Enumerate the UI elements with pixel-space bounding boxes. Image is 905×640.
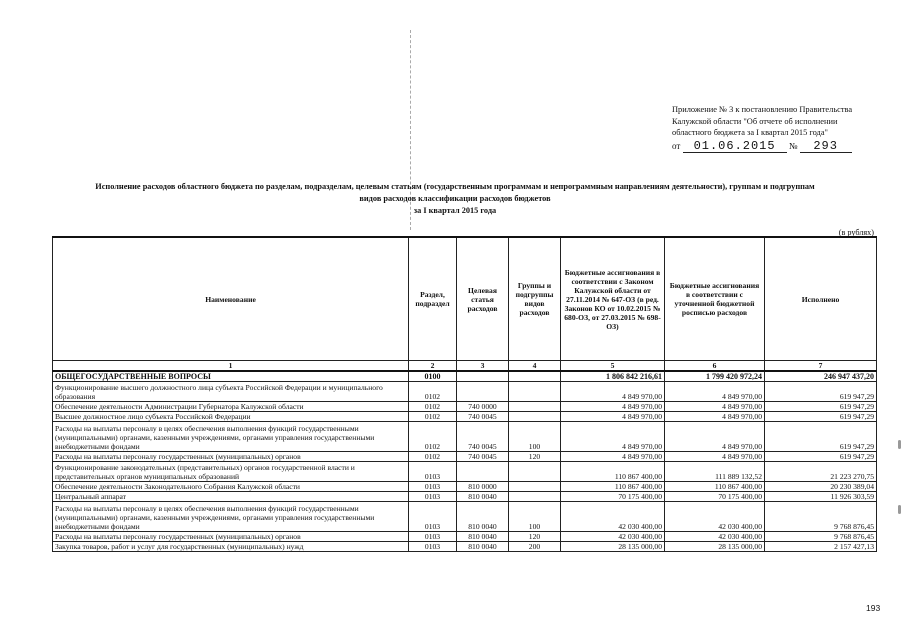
row-section: 0103: [409, 462, 457, 482]
row-executed: 619 947,29: [765, 452, 877, 462]
table-row: [53, 412, 877, 422]
units-label: (в рублях): [838, 228, 874, 237]
row-target: 740 0045: [457, 422, 509, 452]
date-prefix: от: [672, 140, 681, 151]
header-target: Целевая статья расходов: [457, 237, 509, 361]
row-executed: 20 230 389,04: [765, 482, 877, 492]
row-target: 810 0000: [457, 482, 509, 492]
row-target: 810 0040: [457, 542, 509, 552]
row-name: Центральный аппарат: [53, 492, 409, 502]
column-number: 6: [665, 361, 765, 372]
row-revised: 111 889 132,52: [665, 462, 765, 482]
row-name: Функционирование высшего должностного лица субъекта Российской Федерации и муниципального образования: [53, 382, 409, 402]
title-line: видов расходов классификации расходов бюджетов: [359, 194, 551, 203]
row-executed: 619 947,29: [765, 382, 877, 402]
row-law: 42 030 400,00: [561, 502, 665, 532]
row-name: Обеспечение деятельности Законодательного Собрания Калужской области: [53, 482, 409, 492]
table-row: [53, 492, 877, 502]
row-law: 42 030 400,00: [561, 532, 665, 542]
row-group: [509, 382, 561, 402]
row-section: 0103: [409, 502, 457, 532]
appendix-requisites: [672, 140, 877, 153]
row-name: ОБЩЕГОСУДАРСТВЕННЫЕ ВОПРОСЫ: [53, 371, 409, 382]
appendix-line: Калужской области "Об отчете об исполнении: [672, 116, 838, 126]
row-revised: 42 030 400,00: [665, 532, 765, 542]
appendix-note: [672, 104, 877, 153]
row-executed: 619 947,29: [765, 402, 877, 412]
scan-mark: [898, 440, 901, 449]
row-law: 1 806 842 216,61: [561, 371, 665, 382]
page-number: 193: [866, 603, 881, 613]
row-target: 740 0045: [457, 412, 509, 422]
header-revised-allocation: Бюджетные ассигнования в соответствии с уточненной бюджетной росписью расходов: [665, 237, 765, 361]
row-section: 0102: [409, 412, 457, 422]
row-executed: 2 157 427,13: [765, 542, 877, 552]
table-row: [53, 542, 877, 552]
resolution-number: 293: [800, 140, 852, 153]
row-name: Обеспечение деятельности Администрации Губернатора Калужской области: [53, 402, 409, 412]
row-revised: 4 849 970,00: [665, 402, 765, 412]
row-revised: 28 135 000,00: [665, 542, 765, 552]
column-number: 7: [765, 361, 877, 372]
row-group: 100: [509, 422, 561, 452]
row-section: 0103: [409, 492, 457, 502]
header-row: [53, 237, 877, 361]
expenditure-table: [52, 236, 877, 552]
row-name: Расходы на выплаты персоналу государственных (муниципальных) органов: [53, 452, 409, 462]
document-title: [30, 181, 880, 217]
table-row: [53, 382, 877, 402]
row-revised: 4 849 970,00: [665, 422, 765, 452]
row-target: 810 0040: [457, 492, 509, 502]
row-law: 110 867 400,00: [561, 462, 665, 482]
column-number: 4: [509, 361, 561, 372]
row-revised: 1 799 420 972,24: [665, 371, 765, 382]
row-revised: 4 849 970,00: [665, 452, 765, 462]
column-number-row: [53, 361, 877, 372]
row-revised: 42 030 400,00: [665, 502, 765, 532]
header-groups: Группы и подгруппы видов расходов: [509, 237, 561, 361]
row-group: [509, 492, 561, 502]
row-target: [457, 371, 509, 382]
title-line: за I квартал 2015 года: [413, 206, 497, 215]
row-target: 740 0000: [457, 402, 509, 412]
header-section: Раздел, подраздел: [409, 237, 457, 361]
table-row: [53, 502, 877, 532]
row-name: Высшее должностное лицо субъекта Российской Федерации: [53, 412, 409, 422]
table-row: [53, 462, 877, 482]
row-executed: 9 768 876,45: [765, 502, 877, 532]
row-law: 4 849 970,00: [561, 452, 665, 462]
row-target: [457, 462, 509, 482]
row-executed: 619 947,29: [765, 422, 877, 452]
row-revised: 70 175 400,00: [665, 492, 765, 502]
header-name: Наименование: [53, 237, 409, 361]
row-group: [509, 371, 561, 382]
row-law: 70 175 400,00: [561, 492, 665, 502]
appendix-line: Приложение № 3 к постановлению Правительства: [672, 105, 853, 114]
row-law: 4 849 970,00: [561, 402, 665, 412]
number-prefix: №: [788, 140, 798, 151]
table-row: [53, 482, 877, 492]
table-row: [53, 422, 877, 452]
title-line: Исполнение расходов областного бюджета по разделам, подразделам, целевым статьям (государственным программам и непрограммным направлениям деятельности), группам и подгруппам: [95, 182, 815, 191]
row-group: [509, 402, 561, 412]
header-executed: Исполнено: [765, 237, 877, 361]
row-target: 810 0040: [457, 502, 509, 532]
resolution-date: 01.06.2015: [683, 140, 787, 153]
row-section: 0102: [409, 402, 457, 412]
row-law: 4 849 970,00: [561, 422, 665, 452]
row-law: 4 849 970,00: [561, 412, 665, 422]
column-number: 1: [53, 361, 409, 372]
row-name: Расходы на выплаты персоналу в целях обеспечения выполнения функций государственными (муниципальными) органами, казенными учреждениями, органами управления государственными внебюджетными фондами: [53, 502, 409, 532]
row-group: [509, 482, 561, 492]
scan-mark: [898, 505, 901, 514]
row-group: 200: [509, 542, 561, 552]
row-name: Расходы на выплаты персоналу в целях обеспечения выполнения функций государственными (муниципальными) органами, казенными учреждениями, органами управления государственными внебюджетными фондами: [53, 422, 409, 452]
row-group: [509, 462, 561, 482]
row-executed: 21 223 270,75: [765, 462, 877, 482]
table-row: [53, 371, 877, 382]
row-executed: 9 768 876,45: [765, 532, 877, 542]
appendix-line: областного бюджета за I квартал 2015 года": [672, 128, 828, 137]
column-number: 3: [457, 361, 509, 372]
row-group: 120: [509, 452, 561, 462]
row-name: Функционирование законодательных (представительных) органов государственной власти и представительных органов муниципальных образований: [53, 462, 409, 482]
column-number: 5: [561, 361, 665, 372]
row-target: [457, 382, 509, 402]
table-row: [53, 402, 877, 412]
row-revised: 110 867 400,00: [665, 482, 765, 492]
row-executed: 246 947 437,20: [765, 371, 877, 382]
row-section: 0102: [409, 382, 457, 402]
row-section: 0103: [409, 542, 457, 552]
row-section: 0102: [409, 422, 457, 452]
row-name: Расходы на выплаты персоналу государственных (муниципальных) органов: [53, 532, 409, 542]
row-revised: 4 849 970,00: [665, 382, 765, 402]
column-number: 2: [409, 361, 457, 372]
row-section: 0102: [409, 452, 457, 462]
row-group: [509, 412, 561, 422]
row-executed: 11 926 303,59: [765, 492, 877, 502]
row-section: 0103: [409, 532, 457, 542]
row-law: 28 135 000,00: [561, 542, 665, 552]
row-group: 100: [509, 502, 561, 532]
row-law: 4 849 970,00: [561, 382, 665, 402]
row-name: Закупка товаров, работ и услуг для государственных (муниципальных) нужд: [53, 542, 409, 552]
row-section: 0100: [409, 371, 457, 382]
header-law-allocation: Бюджетные ассигнования в соответствии с Законом Калужской области от 27.11.2014 № 647-ОЗ (в ред. Законов КО от 10.02.2015 № 680-ОЗ, от 27.03.2015 № 698-ОЗ): [561, 237, 665, 361]
row-target: 740 0045: [457, 452, 509, 462]
row-executed: 619 947,29: [765, 412, 877, 422]
table-row: [53, 532, 877, 542]
row-group: 120: [509, 532, 561, 542]
row-target: 810 0040: [457, 532, 509, 542]
row-section: 0103: [409, 482, 457, 492]
row-revised: 4 849 970,00: [665, 412, 765, 422]
table-row: [53, 452, 877, 462]
row-law: 110 867 400,00: [561, 482, 665, 492]
